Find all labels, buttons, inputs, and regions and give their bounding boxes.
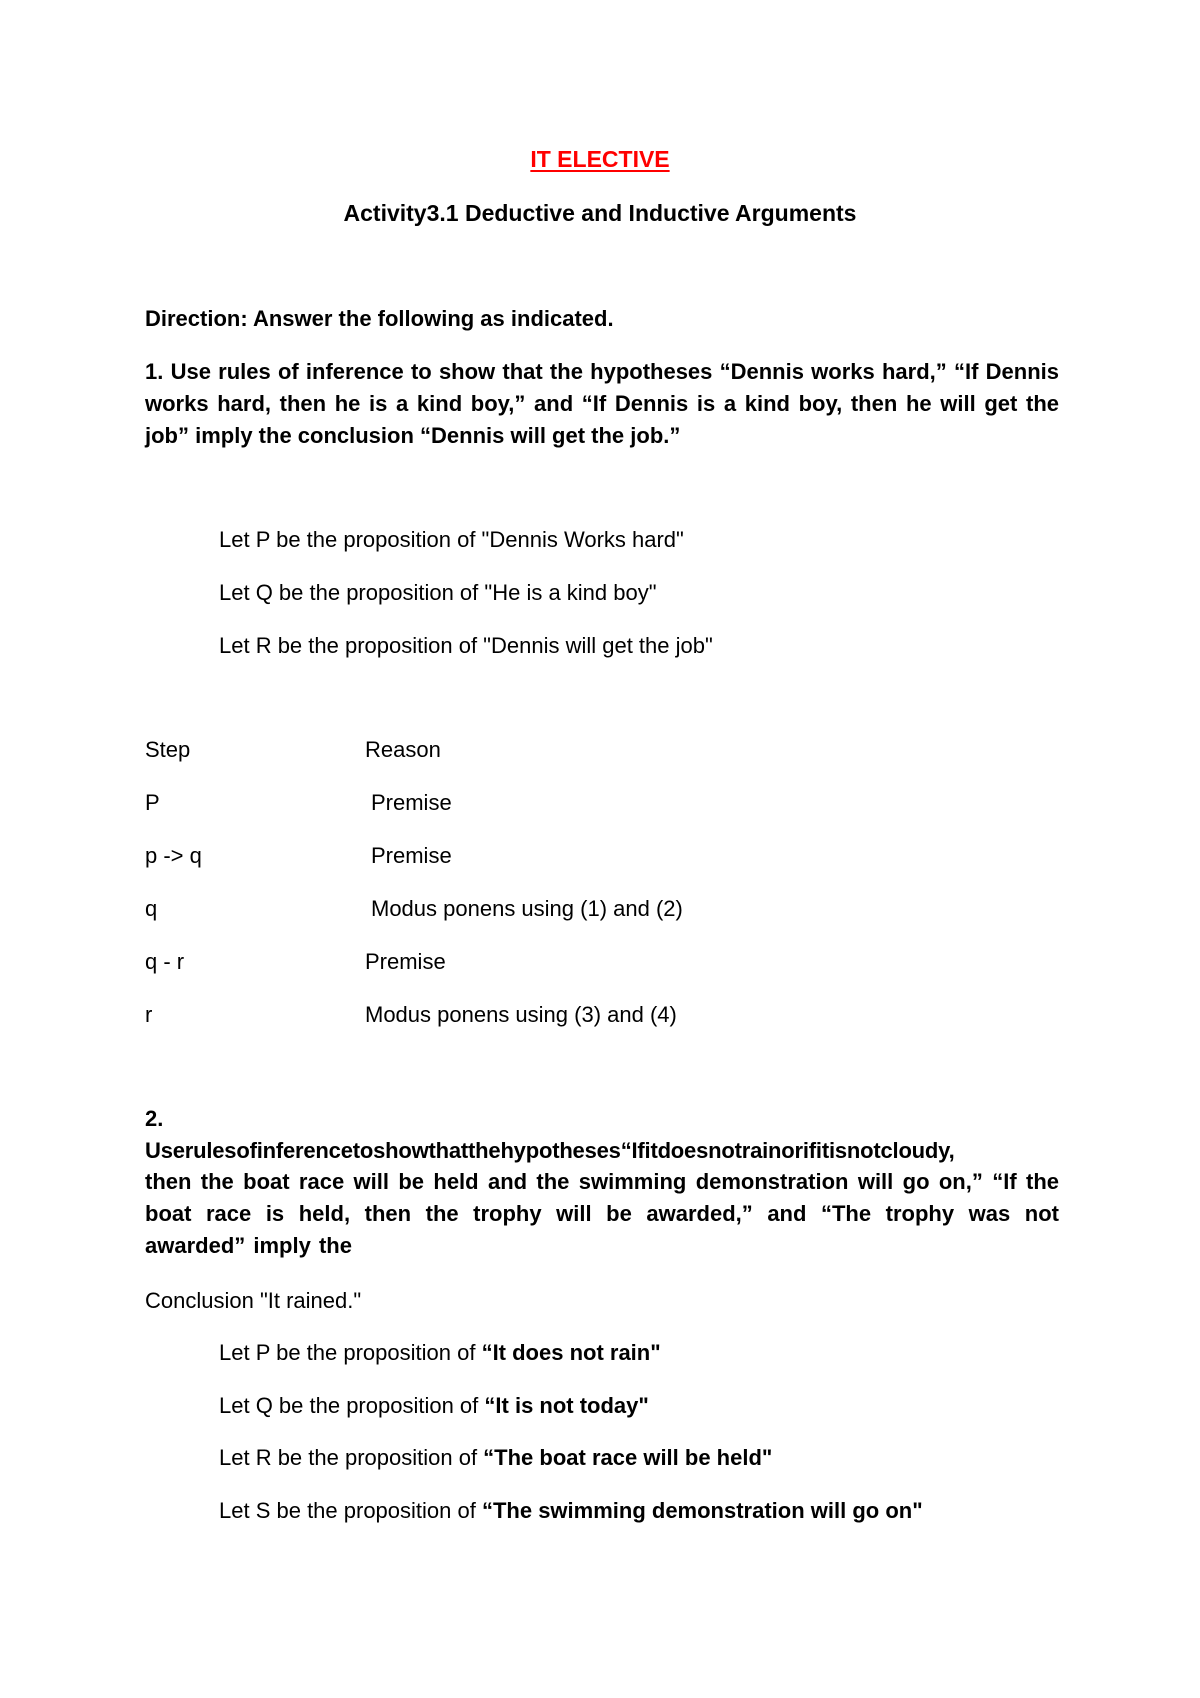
q2-definition-q-value: “It is not today" <box>484 1393 649 1418</box>
q2-definition-s-prefix: Let S be the proposition of <box>219 1498 482 1523</box>
q1-prompt: 1. Use rules of inference to show that the hypotheses “Dennis works hard,” “If Dennis works hard, then he is a kind boy,” and “If Dennis is a kind boy, then he will get the job” imply the conclusion “Dennis will get the job.” <box>145 359 1059 448</box>
q1-definition-p: Let P be the proposition of "Dennis Works hard" <box>219 527 684 552</box>
q2-definition-p-prefix: Let P be the proposition of <box>219 1340 482 1365</box>
q2-conclusion: Conclusion "It rained." <box>145 1288 362 1313</box>
q2-definition-q <box>219 1393 649 1419</box>
q2-definition-q-prefix: Let Q be the proposition of <box>219 1393 485 1418</box>
q2-definition-s-value: “The swimming demonstration will go on" <box>481 1498 923 1523</box>
q1-definition-r: Let R be the proposition of "Dennis will get the job" <box>219 633 713 658</box>
q2-definition-s <box>219 1498 923 1524</box>
q2-definition-r-prefix: Let R be the proposition of <box>219 1445 484 1470</box>
q2-prompt-line1: Userulesofinferencetoshowthatthehypotheses“Ifitdoesnotrainorifitisnotcloudy, <box>145 1138 955 1163</box>
table-header-reason: Reason <box>365 737 441 762</box>
q2-prompt-rest: then the boat race will be held and the swimming demonstration will go on,” “If the boat race is held, then the trophy will be awarded,” and “The trophy was not awarded” imply the <box>145 1169 1059 1258</box>
direction-text: Direction: Answer the following as indicated. <box>145 306 614 331</box>
course-title <box>0 146 1200 172</box>
table-row-3-step: q <box>145 896 158 921</box>
q2-number: 2. <box>145 1106 164 1131</box>
activity-title: Activity3.1 Deductive and Inductive Arguments <box>343 200 857 226</box>
table-row-4-reason: Premise <box>365 949 446 974</box>
q2-definition-p <box>219 1340 661 1366</box>
table-row-1-reason: Premise <box>371 790 452 815</box>
table-row-1-step: P <box>145 790 160 815</box>
q1-definition-q: Let Q be the proposition of "He is a kind boy" <box>219 580 657 605</box>
course-title-text: IT ELECTIVE <box>530 146 670 172</box>
table-row-5-reason: Modus ponens using (3) and (4) <box>365 1002 677 1027</box>
table-row-5-step: r <box>145 1002 153 1027</box>
table-row-4-step: q - r <box>145 949 185 974</box>
table-header-step: Step <box>145 737 191 762</box>
q2-definition-r-value: “The boat race will be held" <box>483 1445 773 1470</box>
q2-definition-r <box>219 1445 772 1471</box>
table-row-2-step: p -> q <box>145 843 202 868</box>
q2-definition-p-value: “It does not rain" <box>481 1340 661 1365</box>
table-row-3-reason: Modus ponens using (1) and (2) <box>371 896 683 921</box>
table-row-2-reason: Premise <box>371 843 452 868</box>
